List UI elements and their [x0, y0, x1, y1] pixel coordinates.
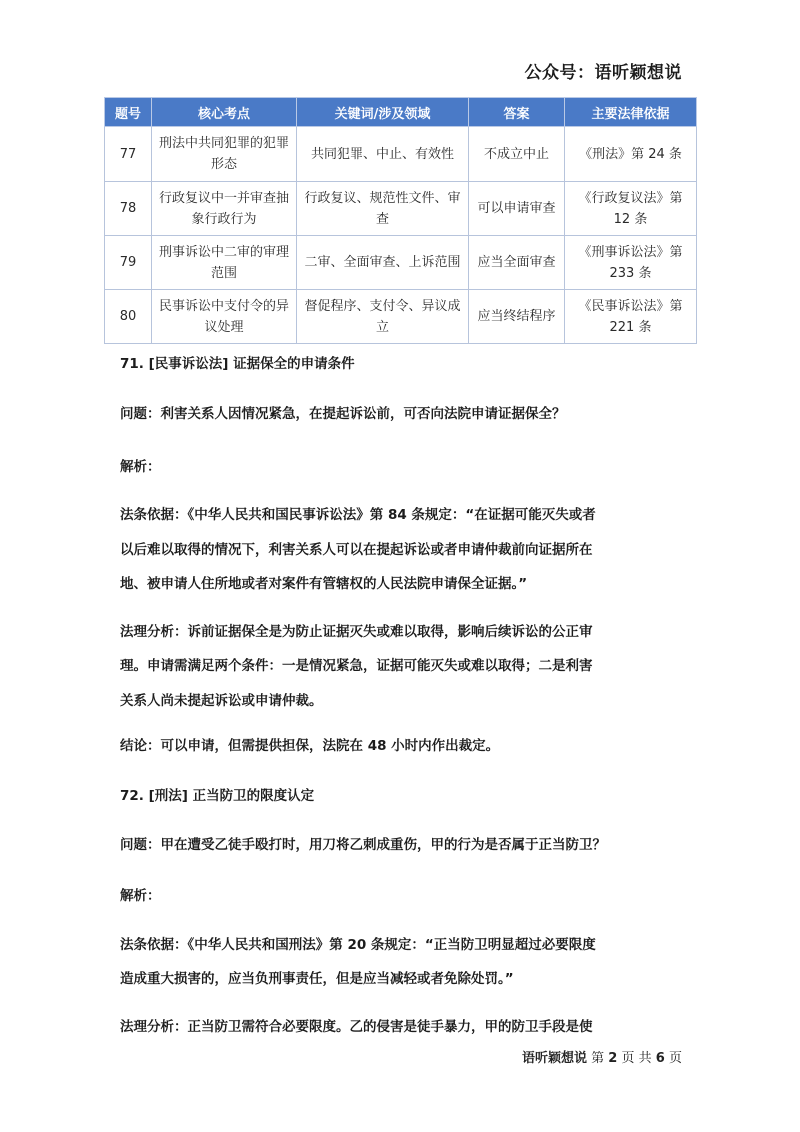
law-basis-72-line-1: 法条依据：《中华人民共和国刑法》第 20 条规定：“正当防卫明显超过必要限度 — [120, 937, 596, 953]
cell-law-text: 《刑法》第 24 条 — [579, 146, 682, 162]
cell-answer — [469, 127, 565, 182]
cell-law-text: 221 条 — [609, 319, 652, 335]
cell-no-text: 77 — [119, 146, 137, 162]
table-row — [105, 290, 697, 344]
footer-ye: 页 — [621, 1051, 635, 1066]
question-72: 问题：甲在遭受乙徒手殴打时，用刀将乙刺成重伤，甲的行为是否属于正当防卫？ — [120, 837, 606, 853]
law-basis-72-line-2: 造成重大损害的，应当负刑事责任，但是应当减轻或者免除处罚。” — [120, 971, 514, 987]
cell-law-text: 《刑事诉讼法》第 — [578, 244, 683, 260]
law-basis-71-line-1: 法条依据：《中华人民共和国民事诉讼法》第 84 条规定：“在证据可能灭失或者 — [120, 507, 596, 523]
table-row — [105, 182, 697, 236]
footer-account-name: 语听颖想说 — [521, 1051, 587, 1066]
cell-no — [105, 127, 152, 182]
analysis-label-71: 解析： — [120, 459, 161, 475]
cell-answer — [469, 236, 565, 290]
cell-keywords-text: 督促程序、支付令、异议成 — [304, 298, 461, 314]
footer-total-pages: 6 — [655, 1051, 665, 1066]
cell-keywords-text: 行政复议、规范性文件、审 — [304, 190, 461, 206]
section-heading-71: 71. [民事诉讼法] 证据保全的申请条件 — [120, 356, 355, 372]
cell-keywords — [297, 127, 469, 182]
cell-law-text: 《民事诉讼法》第 — [578, 298, 683, 314]
cell-core-text: 行政复议中一并审查抽 — [158, 190, 289, 206]
cell-keywords-text: 二审、全面审查、上诉范围 — [304, 255, 461, 270]
cell-answer — [469, 182, 565, 236]
table-row — [105, 127, 697, 182]
legal-analysis-71-line-1: 法理分析：诉前证据保全是为防止证据灭失或难以取得，影响后续诉讼的公正审 — [120, 624, 593, 640]
cell-core — [152, 290, 297, 344]
column-header-law: 主要法律依据 — [565, 98, 697, 127]
column-header-keywords: 关键词/涉及领域 — [297, 98, 469, 127]
cell-no — [105, 182, 152, 236]
law-basis-71-line-2: 以后难以取得的情况下，利害关系人可以在提起诉讼或者申请仲裁前向证据所在 — [120, 542, 593, 558]
cell-answer — [469, 290, 565, 344]
cell-keywords-text: 共同犯罪、中止、有效性 — [310, 146, 454, 162]
cell-law — [565, 127, 697, 182]
cell-law-text: 233 条 — [609, 265, 652, 281]
cell-core-text: 议处理 — [204, 319, 244, 335]
column-header-answer: 答案 — [469, 98, 565, 127]
footer-ye-2: 页 — [668, 1051, 682, 1066]
cell-core-text: 形态 — [210, 157, 237, 172]
section-heading-72: 72. [刑法] 正当防卫的限度认定 — [120, 788, 315, 804]
cell-answer-text: 应当全面审查 — [477, 255, 556, 270]
cell-core-text: 范围 — [210, 265, 237, 281]
cell-core-text: 象行政行为 — [191, 211, 257, 227]
cell-core — [152, 182, 297, 236]
cell-law — [565, 236, 697, 290]
table-header-row — [105, 98, 697, 127]
law-basis-71-line-3: 地、被申请人住所地或者对案件有管辖权的人民法院申请保全证据。” — [120, 576, 528, 592]
table-row — [105, 236, 697, 290]
legal-analysis-72-line-1: 法理分析：正当防卫需符合必要限度。乙的侵害是徒手暴力，甲的防卫手段是使 — [120, 1019, 593, 1035]
cell-no-text: 78 — [119, 201, 137, 216]
cell-answer-text: 应当终结程序 — [477, 309, 556, 324]
analysis-label-72: 解析： — [120, 888, 161, 904]
conclusion-71: 结论：可以申请，但需提供担保，法院在 48 小时内作出裁定。 — [120, 738, 500, 754]
cell-keywords-text: 立 — [375, 319, 389, 335]
cell-answer-text: 不成立中止 — [483, 146, 549, 162]
page-footer — [522, 1047, 682, 1066]
footer-gong: 共 — [638, 1051, 652, 1066]
legal-analysis-71-line-3: 关系人尚未提起诉讼或申请仲裁。 — [120, 693, 323, 709]
cell-law — [565, 182, 697, 236]
cell-law-text: 《行政复议法》第 — [578, 190, 683, 206]
footer-page-number: 2 — [608, 1051, 618, 1066]
cell-core-text: 刑法中共同犯罪的犯罪 — [158, 136, 289, 151]
column-header-core: 核心考点 — [152, 98, 297, 127]
page-header-account: 公众号：语听颖想说 — [524, 63, 682, 83]
exam-points-table — [104, 97, 697, 344]
cell-keywords — [297, 236, 469, 290]
footer-di: 第 — [591, 1051, 605, 1066]
cell-keywords-text: 查 — [375, 211, 389, 227]
cell-core-text: 刑事诉讼中二审的审理 — [158, 244, 289, 260]
legal-analysis-71-line-2: 理。申请需满足两个条件：一是情况紧急，证据可能灭失或难以取得；二是利害 — [120, 658, 593, 674]
cell-answer-text: 可以申请审查 — [477, 201, 556, 216]
cell-keywords — [297, 290, 469, 344]
column-header-no: 题号 — [105, 98, 152, 127]
cell-law — [565, 290, 697, 344]
cell-no — [105, 236, 152, 290]
cell-no — [105, 290, 152, 344]
cell-core-text: 民事诉讼中支付令的异 — [158, 298, 289, 314]
cell-no-text: 80 — [119, 309, 137, 324]
cell-no-text: 79 — [119, 255, 137, 270]
cell-keywords — [297, 182, 469, 236]
cell-law-text: 12 条 — [613, 211, 648, 227]
cell-core — [152, 236, 297, 290]
question-71: 问题：利害关系人因情况紧急，在提起诉讼前，可否向法院申请证据保全？ — [120, 406, 566, 422]
cell-core — [152, 127, 297, 182]
